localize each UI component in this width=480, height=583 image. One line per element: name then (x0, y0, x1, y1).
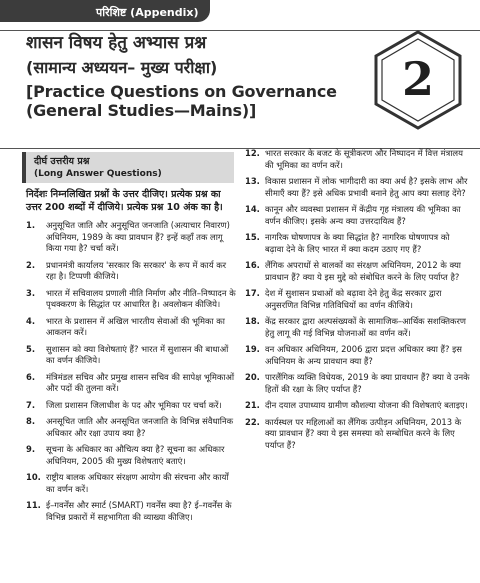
question-item (26, 260, 236, 283)
question-number: 9. (26, 444, 36, 454)
question-text: विकास प्रशासन में लोक भागीदारी का क्या अर्थ है? इसके लाभ और सीमाएँ क्या हैं? इसे अधिक प्रभावी बनाने हेतु आप क्या सलाह देंगे? (265, 176, 468, 198)
question-number: 16. (245, 260, 260, 270)
question-text: अनुसूचित जाति और अनुसूचित जनजाति (अत्याचार निवारण) अधिनियम, 1989 के क्या प्रावधान हैं? इन्हें कहाँ तक लागू किया गया है? चर्चा करें। (46, 220, 230, 253)
question-number: 7. (26, 399, 36, 410)
question-item (245, 344, 470, 367)
left-column (26, 150, 236, 528)
question-item (245, 417, 470, 452)
question-item (245, 288, 470, 311)
question-text: भारत सरकार के बजट के सूत्रीकरण और निष्पादन में वित्त मंत्रालय की भूमिका का वर्णन करें। (265, 148, 463, 170)
question-item (26, 444, 236, 467)
question-item (245, 372, 470, 395)
question-list-left (26, 220, 236, 523)
question-number: 22. (245, 416, 260, 427)
question-text: मंत्रिमंडल सचिव और प्रमुख शासन सचिव की सापेक्ष भूमिकाओं और पदों की तुलना करें। (46, 371, 235, 393)
question-number: 3. (26, 287, 36, 298)
question-number: 17. (245, 288, 260, 298)
section-heading (22, 152, 234, 183)
title-block (26, 32, 356, 120)
question-item (26, 400, 236, 412)
question-list-right (245, 148, 470, 451)
instructions: निर्देशः निम्नलिखित प्रश्नों के उत्तर दीजिए। प्रत्येक प्रश्न का उत्तर 200 शब्दों में दीजिये। प्रत्येक प्रश्न 10 अंक का है। (26, 189, 223, 213)
question-number: 12. (245, 148, 260, 158)
question-number: 20. (245, 372, 260, 382)
question-item (245, 232, 470, 255)
question-item (26, 472, 236, 495)
title-english-line1: [Practice Questions on Governance (26, 82, 337, 101)
question-text: लैंगिक अपराधों से बालकों का संरक्षण अधिनियम, 2012 के क्या प्रावधान हैं? क्या ये इस मुद्दे को संबोधित करने के लिए पर्याप्त है? (265, 260, 461, 282)
question-number: 18. (245, 316, 260, 326)
question-text: वन अधिकार अधिनियम, 2006 द्वारा प्रदत्त अधिकार क्या हैं? इस अधिनियम के अन्य प्रावधान क्या हैं? (265, 344, 462, 366)
question-item (26, 316, 236, 339)
question-number: 19. (245, 344, 260, 354)
question-item (26, 372, 236, 395)
question-item (245, 260, 470, 283)
question-text: कानून और व्यवस्था प्रशासन में केंद्रीय गृह मंत्रालय की भूमिका का वर्णन कीजिए। इसके अन्य क्या उत्तरदायित्व हैं? (265, 204, 461, 226)
section-title-hindi: दीर्घ उत्तरीय प्रश्न (34, 156, 90, 167)
question-text: अनसूचित जाति और अनसूचित जनजाति के विभिन्न संवैधानिक अधिकार और रक्षा उपाय क्या है? (46, 416, 234, 438)
question-text: दीन दयाल उपाध्याय ग्रामीण कौशल्या योजना की विशेषताएं बताइए। (265, 400, 468, 410)
title-hindi: शासन विषय हेतु अभ्यास प्रश्न (26, 33, 207, 53)
question-text: प्रधानमंत्री कार्यालय 'सरकार कि सरकार' के रूप में कार्य कर रहा है। टिप्पणी कीजिये। (46, 259, 227, 281)
question-number: 13. (245, 176, 260, 186)
question-text: राष्ट्रीय बालक अधिकार संरक्षण आयोग की संरचना और कार्यों का वर्णन करें। (46, 472, 229, 494)
section-title-english: (Long Answer Questions) (34, 169, 162, 179)
question-text: पारलैंगिक व्यक्ति विधेयक, 2019 के क्या प्रावधान हैं? क्या वे उनके हितों की रक्षा के लिए पर्याप्त हैं? (265, 372, 470, 394)
question-text: देश में सुशासन प्रथाओं को बढ़ावा देने हेतु केंद्र सरकार द्वारा अनुसरणित विभिन्न गतिविधियों का वर्णन कीजिये। (265, 288, 442, 310)
question-item (26, 220, 236, 255)
chapter-number-badge (366, 28, 470, 132)
question-text: केंद्र सरकार द्वारा अल्पसंख्यकों के सामाजिक–आर्थिक सशक्तिकरण हेतु लागू की गई विभिन्न योजनाओं का वर्णन करें। (265, 316, 466, 338)
question-text: नागरिक घोषणापत्र के क्या सिद्धांत है? नागरिक घोषणापत्र को बढ़ावा देने के लिए भारत में क्या कदम उठाए गए हैं? (265, 232, 450, 254)
question-text: भारत के प्रशासन में अखिल भारतीय सेवाओं की भूमिका का आकलन करें। (46, 315, 225, 337)
question-item (245, 148, 470, 171)
question-number: 5. (26, 343, 36, 354)
question-item (26, 500, 236, 523)
question-item (245, 204, 470, 227)
right-column (245, 148, 470, 456)
question-item (26, 288, 236, 311)
appendix-tab: परिशिष्ट (Appendix) (0, 0, 210, 22)
question-number: 6. (26, 371, 36, 382)
question-number: 1. (26, 220, 36, 230)
question-number: 21. (245, 400, 260, 410)
question-text: भारत में सचिवालय प्रणाली नीति निर्माण और नीति–निष्पादन के पृथक्करण के सिद्धांत पर आधारित है। अवलोकन कीजिये। (46, 287, 236, 309)
question-text: कार्यस्थल पर महिलाओं का लैंगिक उत्पीड़न अधिनियम, 2013 के क्या प्रावधान हैं? क्या ये इस समस्या को सम्बोधित करने के लिए पर्याप्त हैं? (265, 416, 462, 450)
question-item (245, 316, 470, 339)
question-text: सुशासन को क्या विशेषताएं हैं? भारत में सुशासन की बाधाओं का वर्णन कीजिये। (46, 343, 229, 365)
question-number: 2. (26, 259, 36, 270)
question-number: 15. (245, 232, 260, 242)
question-item (26, 416, 236, 439)
title-english-line2: (General Studies—Mains)] (26, 101, 257, 120)
question-number: 8. (26, 416, 36, 426)
question-item (245, 400, 470, 412)
question-item (26, 344, 236, 367)
question-number: 14. (245, 204, 260, 214)
question-text: जिला प्रशासन जिलाधीश के पद और भूमिका पर चर्चा करें। (46, 399, 222, 410)
question-text: सूचना के अधिकार का औचित्य क्या है? सूचना का अधिकार अधिनियम, 2005 की मुख्य विशेषताएं बताएं। (46, 444, 225, 466)
question-number: 4. (26, 315, 36, 326)
question-number: 10. (26, 472, 41, 482)
chapter-number: 2 (401, 52, 434, 106)
question-item (245, 176, 470, 199)
question-text: ई–गवर्नेंस और स्मार्ट (SMART) गवर्नेंस क्या है? ई–गवर्नेंस के विभिन्न प्रकारों में सहभागिता की व्याख्या कीजिए। (46, 500, 232, 522)
question-number: 11. (26, 500, 41, 510)
subtitle-hindi: (सामान्य अध्ययन– मुख्य परीक्षा) (26, 58, 218, 77)
